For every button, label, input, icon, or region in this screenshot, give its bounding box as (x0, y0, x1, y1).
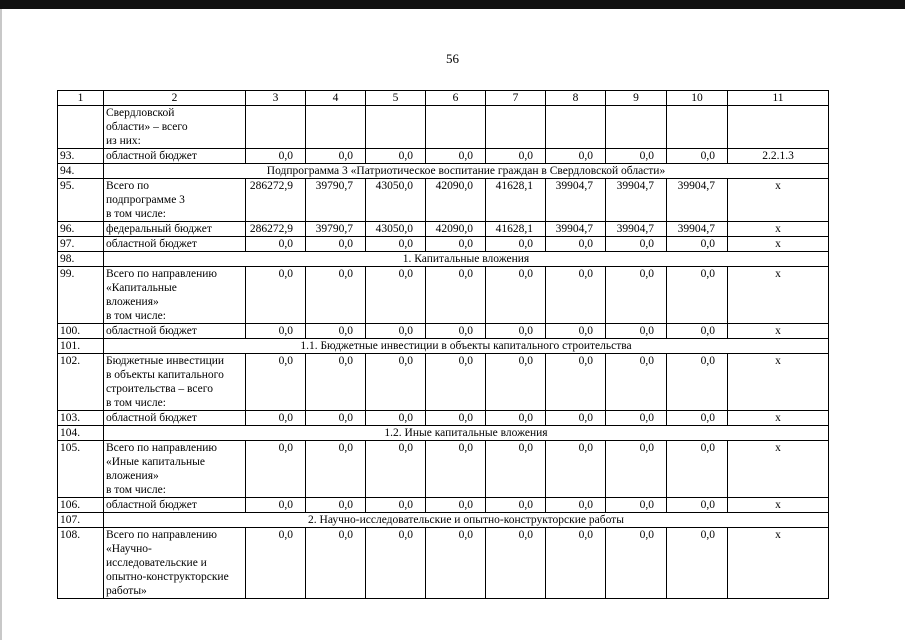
row-number: 104. (58, 426, 104, 441)
table-row (58, 222, 829, 237)
row-name-line: вложения» (106, 296, 159, 308)
row-name (104, 324, 246, 339)
row-number: 103. (58, 411, 104, 426)
code-cell: x (728, 324, 829, 339)
header-cell-1: 1 (58, 91, 104, 106)
table-row (58, 354, 829, 411)
row-name (104, 441, 246, 498)
row-name (104, 237, 246, 252)
value-cell-col4: 0,0 (306, 237, 366, 252)
row-name (104, 411, 246, 426)
value-cell-col3 (246, 106, 306, 149)
code-cell (728, 106, 829, 149)
code-cell: x (728, 411, 829, 426)
table-row (58, 237, 829, 252)
table-row (58, 411, 829, 426)
row-name (104, 106, 246, 149)
row-number: 94. (58, 164, 104, 179)
value-cell-col10: 0,0 (667, 267, 728, 324)
value-cell-col7 (486, 106, 546, 149)
value-cell-col8: 0,0 (546, 411, 606, 426)
value-cell-col6: 0,0 (426, 267, 486, 324)
value-cell-col3: 286272,9 (246, 222, 306, 237)
value-cell-col8: 0,0 (546, 528, 606, 599)
row-number: 105. (58, 441, 104, 498)
value-cell-col8: 0,0 (546, 354, 606, 411)
value-cell-col9: 0,0 (606, 441, 667, 498)
table-row (58, 267, 829, 324)
value-cell-col6: 42090,0 (426, 179, 486, 222)
value-cell-col6: 0,0 (426, 354, 486, 411)
value-cell-col5: 0,0 (366, 267, 426, 324)
value-cell-col4: 0,0 (306, 354, 366, 411)
value-cell-col3: 0,0 (246, 237, 306, 252)
value-cell-col3: 0,0 (246, 528, 306, 599)
row-name (104, 354, 246, 411)
value-cell-col6: 0,0 (426, 237, 486, 252)
value-cell-col4: 0,0 (306, 528, 366, 599)
section-title: 2. Научно-исследовательские и опытно-конструкторские работы (104, 513, 829, 528)
value-cell-col6: 0,0 (426, 324, 486, 339)
value-cell-col9: 0,0 (606, 528, 667, 599)
row-name-line: в том числе: (106, 208, 166, 220)
value-cell-col9: 0,0 (606, 324, 667, 339)
value-cell-col7: 0,0 (486, 354, 546, 411)
section-row (58, 426, 829, 441)
value-cell-col5: 0,0 (366, 498, 426, 513)
value-cell-col5: 0,0 (366, 411, 426, 426)
value-cell-col9 (606, 106, 667, 149)
row-name-line: вложения» (106, 470, 159, 482)
header-cell-8: 8 (546, 91, 606, 106)
value-cell-col4 (306, 106, 366, 149)
row-name-line: Свердловской (106, 107, 175, 119)
row-number: 100. (58, 324, 104, 339)
value-cell-col3: 0,0 (246, 267, 306, 324)
scan-top-border (0, 0, 905, 9)
row-number: 95. (58, 179, 104, 222)
value-cell-col9: 0,0 (606, 149, 667, 164)
value-cell-col10: 0,0 (667, 149, 728, 164)
value-cell-col9: 0,0 (606, 237, 667, 252)
row-number: 96. (58, 222, 104, 237)
value-cell-col9: 39904,7 (606, 222, 667, 237)
value-cell-col7: 0,0 (486, 411, 546, 426)
row-number: 101. (58, 339, 104, 354)
table-body (58, 91, 829, 599)
row-name-line: федеральный бюджет (106, 223, 212, 235)
value-cell-col10: 0,0 (667, 324, 728, 339)
row-name-line: областной бюджет (106, 150, 197, 162)
section-row (58, 164, 829, 179)
value-cell-col3: 0,0 (246, 441, 306, 498)
row-name-line: областной бюджет (106, 412, 197, 424)
value-cell-col4: 0,0 (306, 324, 366, 339)
row-name (104, 222, 246, 237)
value-cell-col5: 0,0 (366, 149, 426, 164)
row-name-line: областной бюджет (106, 325, 197, 337)
row-name-line: подпрограмме 3 (106, 194, 185, 206)
value-cell-col7: 0,0 (486, 149, 546, 164)
scan-left-edge (0, 9, 2, 640)
row-name-line: работы» (106, 585, 147, 597)
value-cell-col9: 0,0 (606, 498, 667, 513)
value-cell-col3: 0,0 (246, 411, 306, 426)
row-name-line: исследовательские и (106, 557, 207, 569)
value-cell-col8: 0,0 (546, 324, 606, 339)
value-cell-col3: 0,0 (246, 149, 306, 164)
row-name-line: областной бюджет (106, 499, 197, 511)
value-cell-col8: 39904,7 (546, 222, 606, 237)
value-cell-col6 (426, 106, 486, 149)
code-cell: x (728, 222, 829, 237)
section-title: 1. Капитальные вложения (104, 252, 829, 267)
row-name-line: опытно-конструкторские (106, 571, 229, 583)
value-cell-col8: 0,0 (546, 267, 606, 324)
row-name (104, 149, 246, 164)
code-cell: x (728, 237, 829, 252)
table-row (58, 324, 829, 339)
value-cell-col6: 0,0 (426, 498, 486, 513)
row-name (104, 267, 246, 324)
value-cell-col4: 39790,7 (306, 179, 366, 222)
value-cell-col4: 0,0 (306, 441, 366, 498)
budget-table (57, 90, 829, 599)
table-row (58, 106, 829, 149)
value-cell-col3: 0,0 (246, 498, 306, 513)
row-number: 93. (58, 149, 104, 164)
value-cell-col7: 41628,1 (486, 179, 546, 222)
row-name-line: «Иные капитальные (106, 456, 205, 468)
code-cell: x (728, 267, 829, 324)
row-number: 106. (58, 498, 104, 513)
value-cell-col5: 0,0 (366, 441, 426, 498)
value-cell-col4: 0,0 (306, 149, 366, 164)
header-cell-7: 7 (486, 91, 546, 106)
value-cell-col10: 0,0 (667, 441, 728, 498)
value-cell-col9: 39904,7 (606, 179, 667, 222)
row-name (104, 179, 246, 222)
value-cell-col5: 43050,0 (366, 222, 426, 237)
row-number (58, 106, 104, 149)
value-cell-col8: 0,0 (546, 237, 606, 252)
value-cell-col4: 0,0 (306, 267, 366, 324)
header-cell-2: 2 (104, 91, 246, 106)
value-cell-col8: 0,0 (546, 441, 606, 498)
section-title: 1.1. Бюджетные инвестиции в объекты капитального строительства (104, 339, 829, 354)
page-number: 56 (446, 51, 459, 66)
row-name-line: Бюджетные инвестиции (106, 355, 225, 367)
value-cell-col8: 39904,7 (546, 179, 606, 222)
header-cell-3: 3 (246, 91, 306, 106)
row-name-line: Всего по (106, 180, 149, 192)
value-cell-col3: 0,0 (246, 324, 306, 339)
table-row (58, 149, 829, 164)
value-cell-col8 (546, 106, 606, 149)
value-cell-col4: 0,0 (306, 411, 366, 426)
row-name-line: Всего по направлению (106, 442, 217, 454)
value-cell-col10: 0,0 (667, 411, 728, 426)
value-cell-col3: 0,0 (246, 354, 306, 411)
row-name-line: в том числе: (106, 310, 166, 322)
table-row (58, 498, 829, 513)
section-title: Подпрограмма 3 «Патриотическое воспитание граждан в Свердловской области» (104, 164, 829, 179)
row-name-line: Всего по направлению (106, 268, 217, 280)
value-cell-col9: 0,0 (606, 354, 667, 411)
value-cell-col9: 0,0 (606, 411, 667, 426)
row-number: 102. (58, 354, 104, 411)
value-cell-col4: 0,0 (306, 498, 366, 513)
table-header-row (58, 91, 829, 106)
code-cell: x (728, 498, 829, 513)
value-cell-col6: 0,0 (426, 528, 486, 599)
value-cell-col10: 39904,7 (667, 222, 728, 237)
value-cell-col6: 42090,0 (426, 222, 486, 237)
row-name-line: Всего по направлению (106, 529, 217, 541)
value-cell-col7: 0,0 (486, 528, 546, 599)
row-name-line: в том числе: (106, 484, 166, 496)
section-row (58, 252, 829, 267)
value-cell-col10: 0,0 (667, 498, 728, 513)
header-cell-5: 5 (366, 91, 426, 106)
code-cell: x (728, 528, 829, 599)
row-name-line: областной бюджет (106, 238, 197, 250)
header-cell-11: 11 (728, 91, 829, 106)
value-cell-col10 (667, 106, 728, 149)
value-cell-col6: 0,0 (426, 441, 486, 498)
value-cell-col7: 0,0 (486, 441, 546, 498)
row-number: 97. (58, 237, 104, 252)
value-cell-col6: 0,0 (426, 149, 486, 164)
table-row (58, 441, 829, 498)
code-cell: x (728, 354, 829, 411)
value-cell-col5: 0,0 (366, 354, 426, 411)
value-cell-col7: 0,0 (486, 237, 546, 252)
value-cell-col8: 0,0 (546, 498, 606, 513)
header-cell-10: 10 (667, 91, 728, 106)
row-name-line: области» – всего (106, 121, 188, 133)
section-row (58, 339, 829, 354)
value-cell-col5: 0,0 (366, 237, 426, 252)
row-number: 108. (58, 528, 104, 599)
code-cell: x (728, 179, 829, 222)
value-cell-col10: 0,0 (667, 237, 728, 252)
value-cell-col8: 0,0 (546, 149, 606, 164)
value-cell-col7: 0,0 (486, 498, 546, 513)
row-name-line: «Научно- (106, 543, 152, 555)
value-cell-col10: 0,0 (667, 528, 728, 599)
row-number: 99. (58, 267, 104, 324)
table-row (58, 179, 829, 222)
value-cell-col4: 39790,7 (306, 222, 366, 237)
code-cell: x (728, 441, 829, 498)
row-name (104, 528, 246, 599)
section-title: 1.2. Иные капитальные вложения (104, 426, 829, 441)
row-name-line: в том числе: (106, 397, 166, 409)
header-cell-4: 4 (306, 91, 366, 106)
row-name-line: «Капитальные (106, 282, 177, 294)
row-name-line: строительства – всего (106, 383, 213, 395)
value-cell-col5: 43050,0 (366, 179, 426, 222)
row-name (104, 498, 246, 513)
header-cell-9: 9 (606, 91, 667, 106)
row-number: 107. (58, 513, 104, 528)
value-cell-col7: 0,0 (486, 324, 546, 339)
section-row (58, 513, 829, 528)
header-cell-6: 6 (426, 91, 486, 106)
row-name-line: в объекты капитального (106, 369, 224, 381)
value-cell-col5: 0,0 (366, 324, 426, 339)
table-row (58, 528, 829, 599)
value-cell-col7: 0,0 (486, 267, 546, 324)
value-cell-col5 (366, 106, 426, 149)
row-name-line: из них: (106, 135, 141, 147)
row-number: 98. (58, 252, 104, 267)
value-cell-col6: 0,0 (426, 411, 486, 426)
value-cell-col10: 0,0 (667, 354, 728, 411)
value-cell-col10: 39904,7 (667, 179, 728, 222)
value-cell-col5: 0,0 (366, 528, 426, 599)
value-cell-col3: 286272,9 (246, 179, 306, 222)
value-cell-col9: 0,0 (606, 267, 667, 324)
value-cell-col7: 41628,1 (486, 222, 546, 237)
code-cell: 2.2.1.3 (728, 149, 829, 164)
